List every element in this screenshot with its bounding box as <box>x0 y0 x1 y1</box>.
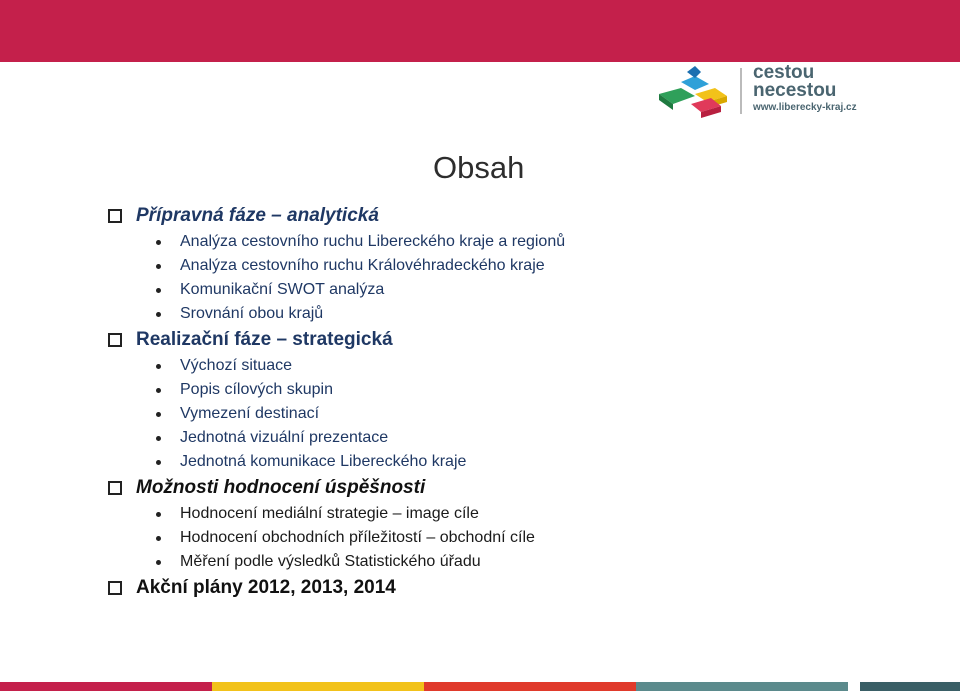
section-label: Akční plány 2012, 2013, 2014 <box>136 577 396 598</box>
bullet-icon <box>156 460 161 465</box>
list-item <box>108 254 868 278</box>
bullet-icon <box>156 388 161 393</box>
bullet-icon <box>156 560 161 565</box>
logo-url: www.liberecky-kraj.cz <box>753 102 857 113</box>
list-item <box>108 278 868 302</box>
bullet-icon <box>156 364 161 369</box>
bullet-icon <box>156 436 161 441</box>
list-item <box>108 230 868 254</box>
logo-line1: cestou <box>753 62 815 83</box>
checkbox-bullet-icon <box>108 481 122 495</box>
list-item-label: Komunikační SWOT analýza <box>180 281 385 298</box>
list-item-label: Výchozí situace <box>180 357 293 374</box>
bottom-bar-segment <box>636 682 848 691</box>
list-item <box>108 550 868 574</box>
list-item-label: Vymezení destinací <box>180 405 320 422</box>
list-item <box>108 450 868 474</box>
section-heading <box>108 474 868 502</box>
list-item <box>108 502 868 526</box>
bottom-bar-segment <box>0 682 212 691</box>
list-item <box>108 402 868 426</box>
section-label: Realizační fáze – strategická <box>136 329 393 350</box>
bullet-icon <box>156 536 161 541</box>
list-item-label: Srovnání obou krajů <box>180 305 324 322</box>
top-banner <box>0 0 960 62</box>
list-item <box>108 302 868 326</box>
bullet-icon <box>156 412 161 417</box>
bottom-bar-segment <box>212 682 424 691</box>
logo-line2: necestou <box>753 80 837 101</box>
list-item-label: Popis cílových skupin <box>180 381 333 398</box>
bottom-color-bar <box>0 682 960 691</box>
section-heading <box>108 326 868 354</box>
section-label: Možnosti hodnocení úspěšnosti <box>136 477 426 498</box>
list-item-label: Měření podle výsledků Statistického úřadu <box>180 553 481 570</box>
logo-divider <box>740 68 742 114</box>
list-item-label: Analýza cestovního ruchu Libereckého kraje a regionů <box>180 233 566 250</box>
bottom-bar-segment <box>860 682 960 691</box>
list-item-label: Analýza cestovního ruchu Královéhradeckého kraje <box>180 257 545 274</box>
list-item-label: Hodnocení obchodních příležitostí – obchodní cíle <box>180 529 535 546</box>
bullet-icon <box>156 512 161 517</box>
bullet-icon <box>156 312 161 317</box>
list-item <box>108 354 868 378</box>
list-item-label: Hodnocení mediální strategie – image cíle <box>180 505 479 522</box>
bullet-icon <box>156 240 161 245</box>
content-outline <box>108 202 868 602</box>
list-item-label: Jednotná komunikace Libereckého kraje <box>180 453 467 470</box>
list-item <box>108 378 868 402</box>
logo-text <box>753 64 857 113</box>
list-item <box>108 426 868 450</box>
page-title: Obsah <box>433 150 525 185</box>
checkbox-bullet-icon <box>108 333 122 347</box>
section-heading <box>108 202 868 230</box>
section-heading <box>108 574 868 602</box>
bottom-bar-segment <box>848 682 860 691</box>
section-label: Přípravná fáze – analytická <box>136 205 379 226</box>
bottom-bar-segment <box>424 682 636 691</box>
checkbox-bullet-icon <box>108 209 122 223</box>
bullet-icon <box>156 288 161 293</box>
list-item-label: Jednotná vizuální prezentace <box>180 429 389 446</box>
bullet-icon <box>156 264 161 269</box>
checkbox-bullet-icon <box>108 581 122 595</box>
list-item <box>108 526 868 550</box>
